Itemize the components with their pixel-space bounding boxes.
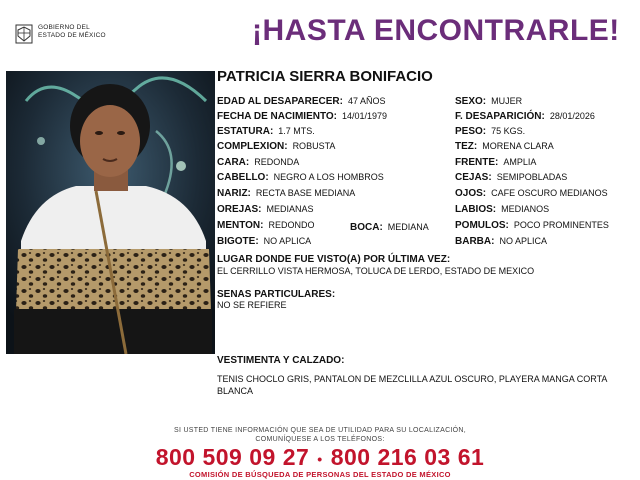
lugar-label: LUGAR DONDE FUE VISTO(A) POR ÚLTIMA VEZ: [217,254,451,265]
field-edad [217,96,385,107]
field-label: LABIOS: [455,204,497,215]
field-boca [350,222,429,233]
field-value: CAFE OSCURO MEDIANOS [491,188,608,198]
field-nariz [217,188,355,199]
vestimenta-value: TENIS CHOCLO GRIS, PANTALON DE MEZCLILLA AZUL OSCURO, PLAYERA MANGA CORTA BLANCA [217,374,607,396]
field-value: NO APLICA [499,236,547,246]
field-value: RECTA BASE MEDIANA [255,188,356,198]
field-estatura [217,126,315,137]
field-value: NO APLICA [263,236,312,246]
field-cabello [217,172,384,183]
field-label: CARA: [217,157,250,168]
phone-number-2: 800 216 03 61 [330,444,485,470]
field-value: 47 AÑOS [347,96,386,106]
vestimenta-label: VESTIMENTA Y CALZADO: [217,355,345,366]
field-label: POMULOS: [455,220,509,231]
field-fecha-nacimiento [217,111,387,122]
field-value: ROBUSTA [292,141,336,151]
person-photo [6,71,215,354]
field-label: F. DESAPARICIÓN: [455,111,545,122]
field-value: 14/01/1979 [342,111,388,121]
field-barba [455,236,547,247]
headline: ¡HASTA ENCONTRARLE! [252,14,620,47]
field-label: FECHA DE NACIMIENTO: [217,111,337,122]
field-peso [455,126,525,137]
field-value: REDONDO [268,220,315,230]
field-label: COMPLEXION: [217,141,288,152]
field-label: OREJAS: [217,204,262,215]
field-value: MEDIANOS [501,204,550,214]
person-name: PATRICIA SIERRA BONIFACIO [217,68,433,85]
contact-note-line1: SI USTED TIENE INFORMACIÓN QUE SEA DE UTILIDAD PARA SU LOCALIZACIÓN, [173,427,467,434]
phone-number-1: 800 509 09 27 [155,444,310,470]
field-value: MUJER [491,96,523,106]
field-label: NARIZ: [217,188,251,199]
field-value: MORENA CLARA [482,141,554,151]
field-label: TEZ: [455,141,478,152]
field-value: POCO PROMINENTES [513,220,609,230]
field-label: CEJAS: [455,172,492,183]
field-pomulos [455,220,609,231]
logo-line2: ESTADO DE MÉXICO [38,32,106,39]
government-logo [14,22,114,48]
coat-of-arms-icon [14,22,34,46]
commission-name: COMISIÓN DE BÚSQUEDA DE PERSONAS DEL ESTADO DE MÉXICO [189,470,451,479]
senas-label: SENAS PARTICULARES: [217,289,336,300]
field-label: OJOS: [455,188,487,199]
field-value: 1.7 MTS. [278,126,315,136]
field-complexion [217,141,335,152]
field-value: 28/01/2026 [549,111,595,121]
field-orejas [217,204,313,215]
field-value: 75 KGS. [491,126,526,136]
field-frente [455,157,536,168]
contact-note-line2: COMUNÍQUESE A LOS TELÉFONOS: [255,436,385,443]
logo-text [38,24,106,40]
contact-note [0,426,640,444]
field-cara [217,157,299,168]
separator-dot: • [317,450,323,467]
field-value: REDONDA [254,157,300,167]
field-value: MEDIANAS [266,204,314,214]
field-value: MEDIANA [387,222,429,232]
field-label: PESO: [455,126,487,137]
field-menton [217,220,315,231]
field-label: CABELLO: [217,172,269,183]
field-cejas [455,172,567,183]
field-label: SEXO: [455,96,487,107]
field-label: EDAD AL DESAPARECER: [217,96,343,107]
field-label: BOCA: [350,222,383,233]
field-value: NEGRO A LOS HOMBROS [273,172,384,182]
field-label: ESTATURA: [217,126,274,137]
field-tez [455,141,554,152]
field-value: SEMIPOBLADAS [496,172,568,182]
field-label: MENTON: [217,220,264,231]
field-labios [455,204,549,215]
phone-numbers [0,444,640,471]
field-label: FRENTE: [455,157,499,168]
field-label: BARBA: [455,236,495,247]
field-value: AMPLIA [503,157,537,167]
field-ojos [455,188,608,199]
field-bigote [217,236,311,247]
logo-line1: GOBIERNO DEL [38,24,90,31]
field-label: BIGOTE: [217,236,259,247]
field-sexo [455,96,522,107]
lugar-value: EL CERRILLO VISTA HERMOSA, TOLUCA DE LERDO, ESTADO DE MEXICO [217,266,535,276]
field-fecha-desaparicion [455,111,595,122]
senas-value: NO SE REFIERE [217,300,287,310]
